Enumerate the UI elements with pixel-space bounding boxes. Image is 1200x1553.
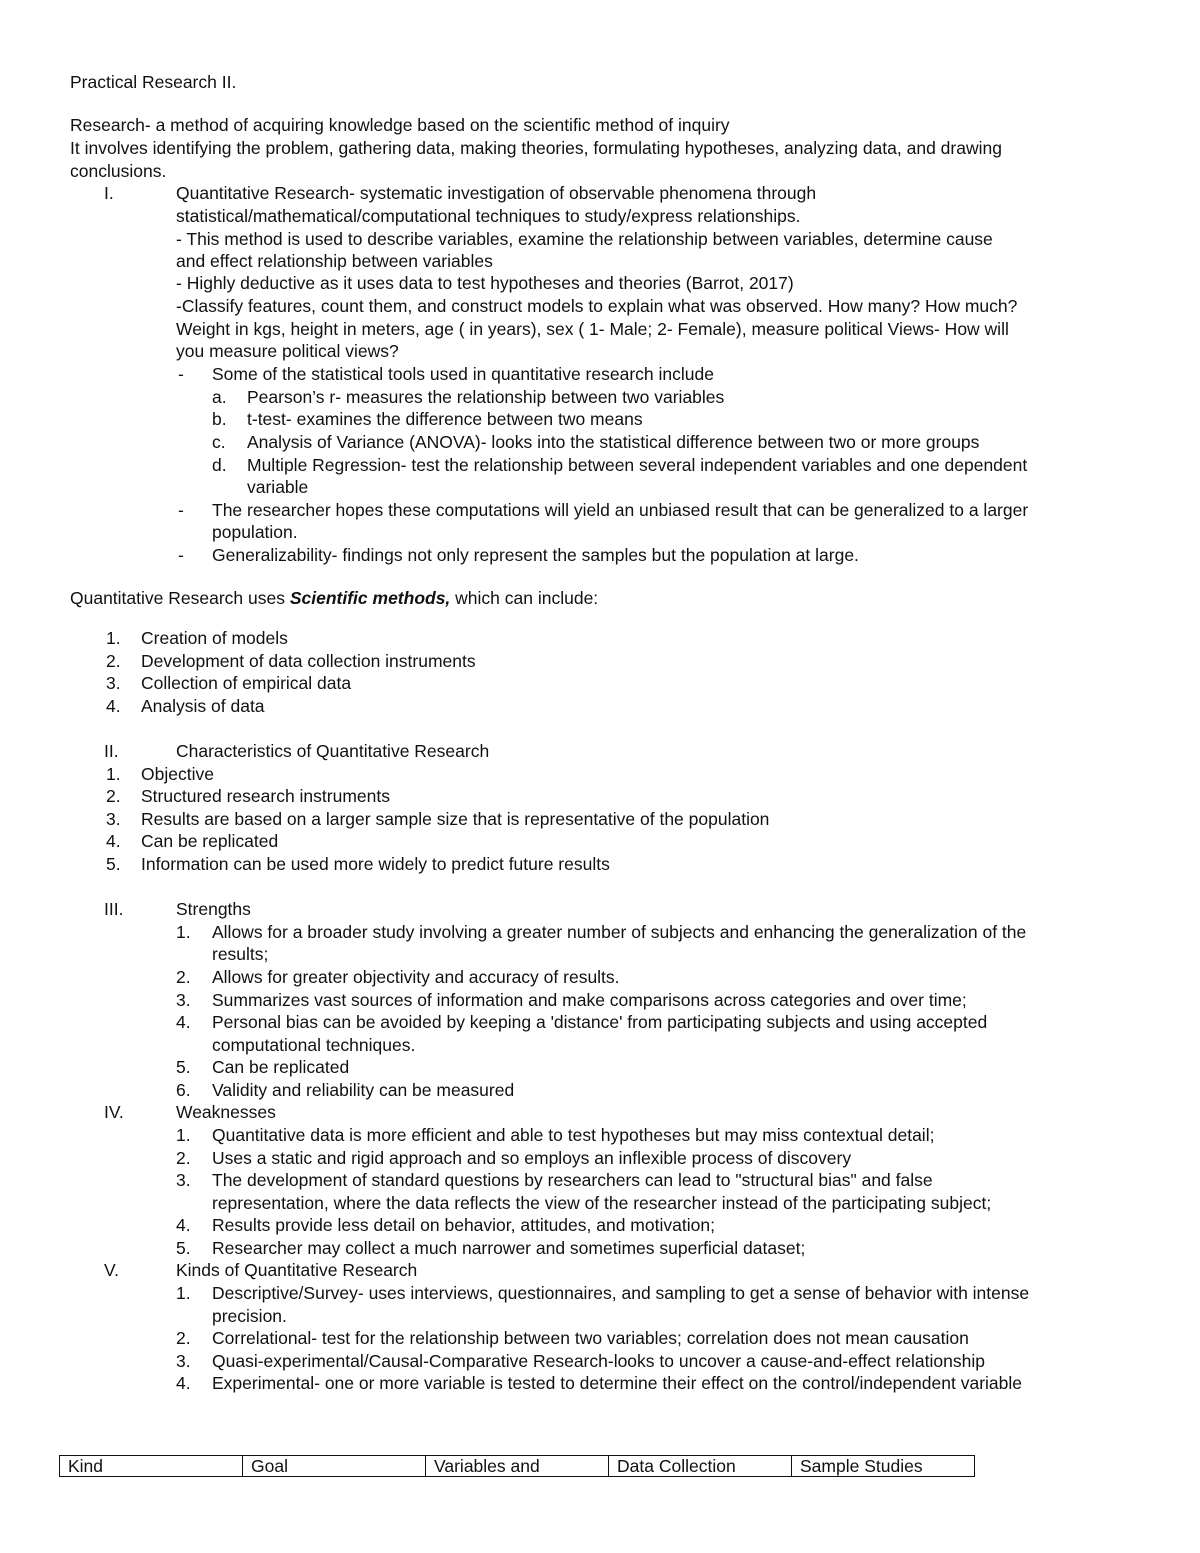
scientific-item: Creation of models <box>141 628 288 648</box>
kind-item: Experimental- one or more variable is tested to determine their effect on the control/independent variable <box>212 1373 1022 1393</box>
bullet-dash: - <box>178 500 184 520</box>
weakness-item: Researcher may collect a much narrower and sometimes superficial dataset; <box>212 1238 806 1258</box>
section-1-line: Weight in kgs, height in meters, age ( in years), sex ( 1- Male; 2- Female), measure political Views- How will <box>176 319 1009 339</box>
kind-item: Quasi-experimental/Causal-Comparative Research-looks to uncover a cause-and-effect relationship <box>212 1351 985 1371</box>
intro-description: It involves identifying the problem, gathering data, making theories, formulating hypotheses, analyzing data, and drawing <box>70 138 1002 158</box>
section-1-line: statistical/mathematical/computational techniques to study/express relationships. <box>176 206 801 226</box>
section-1-line: - Highly deductive as it uses data to test hypotheses and theories (Barrot, 2017) <box>176 273 794 293</box>
strength-item: Summarizes vast sources of information and make comparisons across categories and over time; <box>212 990 967 1010</box>
kinds-table <box>59 1455 975 1477</box>
tool-item: Analysis of Variance (ANOVA)- looks into the statistical difference between two or more groups <box>247 432 980 452</box>
tool-item: Multiple Regression- test the relationship between several independent variables and one dependent <box>247 455 1028 475</box>
scientific-methods-emphasis: Scientific methods, <box>289 588 451 608</box>
list-number: 4. <box>176 1012 191 1032</box>
tool-letter: c. <box>212 432 226 452</box>
list-number: 3. <box>176 990 191 1010</box>
section-2-heading: Characteristics of Quantitative Research <box>176 741 490 761</box>
section-3-heading: Strengths <box>176 899 251 919</box>
scientific-item: Analysis of data <box>141 696 265 716</box>
list-number: 1. <box>176 1283 191 1303</box>
characteristic-item: Structured research instruments <box>141 786 390 806</box>
list-number: 3. <box>176 1351 191 1371</box>
section-1-line: Quantitative Research- systematic investigation of observable phenomena through <box>176 183 817 203</box>
scientific-methods-intro <box>70 587 598 609</box>
bullet-dash: - <box>178 545 184 565</box>
section-1-line: - This method is used to describe variables, examine the relationship between variables, determine cause <box>176 229 993 249</box>
list-number: 2. <box>176 967 191 987</box>
kind-item: Correlational- test for the relationship between two variables; correlation does not mean causation <box>212 1328 969 1348</box>
list-number: 2. <box>106 786 121 806</box>
hope-line-cont: population. <box>212 522 298 542</box>
strength-item-cont: results; <box>212 944 269 964</box>
tool-letter: b. <box>212 409 227 429</box>
tool-letter: d. <box>212 455 227 475</box>
list-number: 6. <box>176 1080 191 1100</box>
characteristic-item: Objective <box>141 764 214 784</box>
section-1-numeral: I. <box>104 183 114 203</box>
tool-item: Pearson’s r- measures the relationship between two variables <box>247 387 725 407</box>
list-number: 5. <box>176 1057 191 1077</box>
section-1-line: and effect relationship between variables <box>176 251 493 271</box>
list-number: 2. <box>106 651 121 671</box>
weakness-item-cont: representation, where the data reflects the view of the researcher instead of the participating subject; <box>212 1193 992 1213</box>
weakness-item: Quantitative data is more efficient and able to test hypotheses but may miss contextual detail; <box>212 1125 935 1145</box>
intro-description-cont: conclusions. <box>70 161 167 181</box>
intro-definition: Research- a method of acquiring knowledge based on the scientific method of inquiry <box>70 115 730 135</box>
strength-item: Validity and reliability can be measured <box>212 1080 515 1100</box>
weakness-item: Uses a static and rigid approach and so employs an inflexible process of discovery <box>212 1148 852 1168</box>
table-header-cell: Sample Studies <box>792 1456 975 1477</box>
tools-intro: Some of the statistical tools used in quantitative research include <box>212 364 714 384</box>
table-header-cell: Variables and <box>426 1456 609 1477</box>
weakness-item: The development of standard questions by researchers can lead to "structural bias" and false <box>212 1170 933 1190</box>
tool-letter: a. <box>212 387 227 407</box>
list-number: 4. <box>176 1373 191 1393</box>
kind-item-cont: precision. <box>212 1306 287 1326</box>
characteristic-item: Information can be used more widely to predict future results <box>141 854 610 874</box>
strength-item: Allows for greater objectivity and accuracy of results. <box>212 967 620 987</box>
section-5-numeral: V. <box>104 1260 119 1280</box>
section-3-numeral: III. <box>104 899 124 919</box>
list-number: 3. <box>106 673 121 693</box>
list-number: 1. <box>106 628 121 648</box>
list-number: 2. <box>176 1148 191 1168</box>
section-1-line: -Classify features, count them, and construct models to explain what was observed. How many? How much? <box>176 296 1018 316</box>
list-number: 3. <box>106 809 121 829</box>
generalizability-line: Generalizability- findings not only represent the samples but the population at large. <box>212 545 859 565</box>
list-number: 5. <box>176 1238 191 1258</box>
tool-item: t-test- examines the difference between two means <box>247 409 643 429</box>
table-header-cell: Goal <box>243 1456 426 1477</box>
table-header-cell: Kind <box>60 1456 243 1477</box>
table-header-row <box>60 1456 975 1477</box>
scientific-item: Development of data collection instruments <box>141 651 476 671</box>
characteristic-item: Results are based on a larger sample size that is representative of the population <box>141 809 770 829</box>
document-title: Practical Research II. <box>70 72 237 92</box>
bullet-dash: - <box>178 364 184 384</box>
scientific-item: Collection of empirical data <box>141 673 352 693</box>
strength-item-cont: computational techniques. <box>212 1035 416 1055</box>
list-number: 4. <box>176 1215 191 1235</box>
table-header-cell: Data Collection <box>609 1456 792 1477</box>
strength-item: Allows for a broader study involving a greater number of subjects and enhancing the generalization of the <box>212 922 1027 942</box>
kind-item: Descriptive/Survey- uses interviews, questionnaires, and sampling to get a sense of behavior with intense <box>212 1283 1030 1303</box>
list-number: 1. <box>176 1125 191 1145</box>
section-4-numeral: IV. <box>104 1102 124 1122</box>
list-number: 4. <box>106 831 121 851</box>
scientific-suffix: which can include: <box>450 588 599 608</box>
characteristic-item: Can be replicated <box>141 831 279 851</box>
list-number: 3. <box>176 1170 191 1190</box>
list-number: 5. <box>106 854 121 874</box>
list-number: 1. <box>176 922 191 942</box>
strength-item: Personal bias can be avoided by keeping a 'distance' from participating subjects and using accepted <box>212 1012 988 1032</box>
section-4-heading: Weaknesses <box>176 1102 276 1122</box>
list-number: 2. <box>176 1328 191 1348</box>
hope-line: The researcher hopes these computations will yield an unbiased result that can be generalized to a larger <box>212 500 1029 520</box>
scientific-prefix: Quantitative Research uses <box>70 588 290 608</box>
section-5-heading: Kinds of Quantitative Research <box>176 1260 418 1280</box>
list-number: 4. <box>106 696 121 716</box>
section-2-numeral: II. <box>104 741 119 761</box>
tool-item-cont: variable <box>247 477 309 497</box>
strength-item: Can be replicated <box>212 1057 350 1077</box>
section-1-line: you measure political views? <box>176 341 399 361</box>
list-number: 1. <box>106 764 121 784</box>
weakness-item: Results provide less detail on behavior, attitudes, and motivation; <box>212 1215 715 1235</box>
